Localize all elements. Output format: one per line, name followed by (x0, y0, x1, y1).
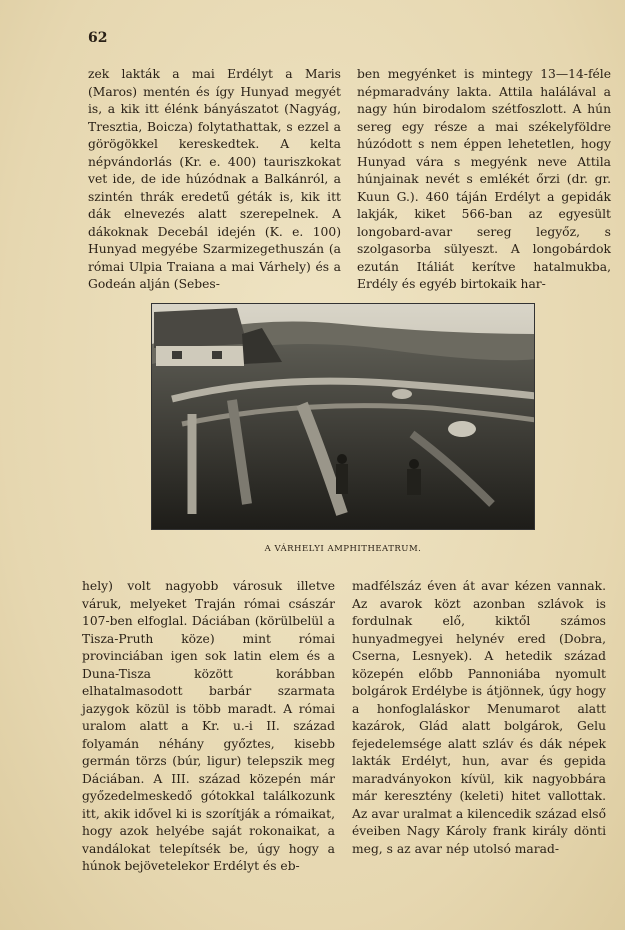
text-column-bottom-left: hely) volt nagyobb városuk illetve váruk, melyeket Traján római császár 107-ben elfoglal. Dáciában (körülbelül a Tisza-Pruth köze) mint római provinciában igen sok latin elem és a Duna-Tisza között korábban elhatalmasodott barbár szarmata jazygok közül is több maradt. A római uralom alatt a Kr. u.-i II. század folyamán néhány győztes, kisebb germán törzs (búr, ligur) telepszik meg Dáciában. A III. század közepén már győzedelmeskedő gótokkal találkozunk itt, akik idővel ki is szorítják a rómaikat, hogy azok helyébe saját rokonaikat, a vandálokat telepítsék be, úgy hogy a húnok bejövetelekor Erdélyt és eb- (82, 579, 335, 873)
photo-illustration (152, 304, 535, 530)
text-column-top-right: ben megyénket is mintegy 13—14-féle népmaradvány lakta. Attila halálával a nagy hún birodalom szétfoszlott. A hún sereg egy része a mai székelyföldre húzódott s nem éppen lehetetlen, hogy Hunyad vára s megyénk neve Attila húnjainak nevét s emlékét őrzi (dr. gr. Kuun G.). 460 táján Erdélyt a gepidák lakják, kiket 566-ban az egyesült longobard-avar sereg legyőz, s szolgasorba sülyeszt. A longobárdok ezután Itáliát kerítve hatalmukba, Erdély és egyéb birtokaik har- (357, 67, 611, 291)
page-number: 62 (88, 30, 108, 46)
text-column-top-left: zek lakták a mai Erdélyt a Maris (Maros) mentén és így Hunyad megyét is, a kik itt élénk bányászatot (Nagyág, Tresztia, Boicza) folytathattak, s ezzel a görögökkel kereskedtek. A kelta népvándorlás (Kr. e. 400) tauriszkokat vet ide, de ide húzódnak a Balkánról, a szintén thrák eredetű géták is, kik itt dák elnevezés alatt szerepelnek. A dákoknak Decebál idején (K. e. 100) Hunyad megyébe Szarmizegethuszán (a római Ulpia Traiana a mai Várhely) és a Godeán alján (Sebes- (88, 67, 341, 291)
figure-caption: A VÁRHELYI AMPHITHEATRUM. (264, 544, 422, 554)
amphitheatre-photo (151, 303, 535, 530)
text-column-bottom-right: madfélszáz éven át avar kézen vannak. Az avarok közt azonban szlávok is fordulnak elő, kiktől számos hunyadmegyei helynév ered (Dobra, Cserna, Lesnyek). A hetedik század közepén előbb Pannoniába nyomult bolgárok Erdélybe is átjönnek, úgy hogy a honfoglaláskor Menumarot alatt kazárok, Glád alatt bolgárok, Gelu fejedelemsége alatt szláv és dák népek lakták Erdélyt, hun, avar és gepida maradványokon kívül, kik nagyobbára már keresztény (keleti) hitet vallottak. Az avar uralmat a kilencedik század első éveiben Nagy Károly frank király dönti meg, s az avar nép utolsó marad- (352, 579, 606, 856)
